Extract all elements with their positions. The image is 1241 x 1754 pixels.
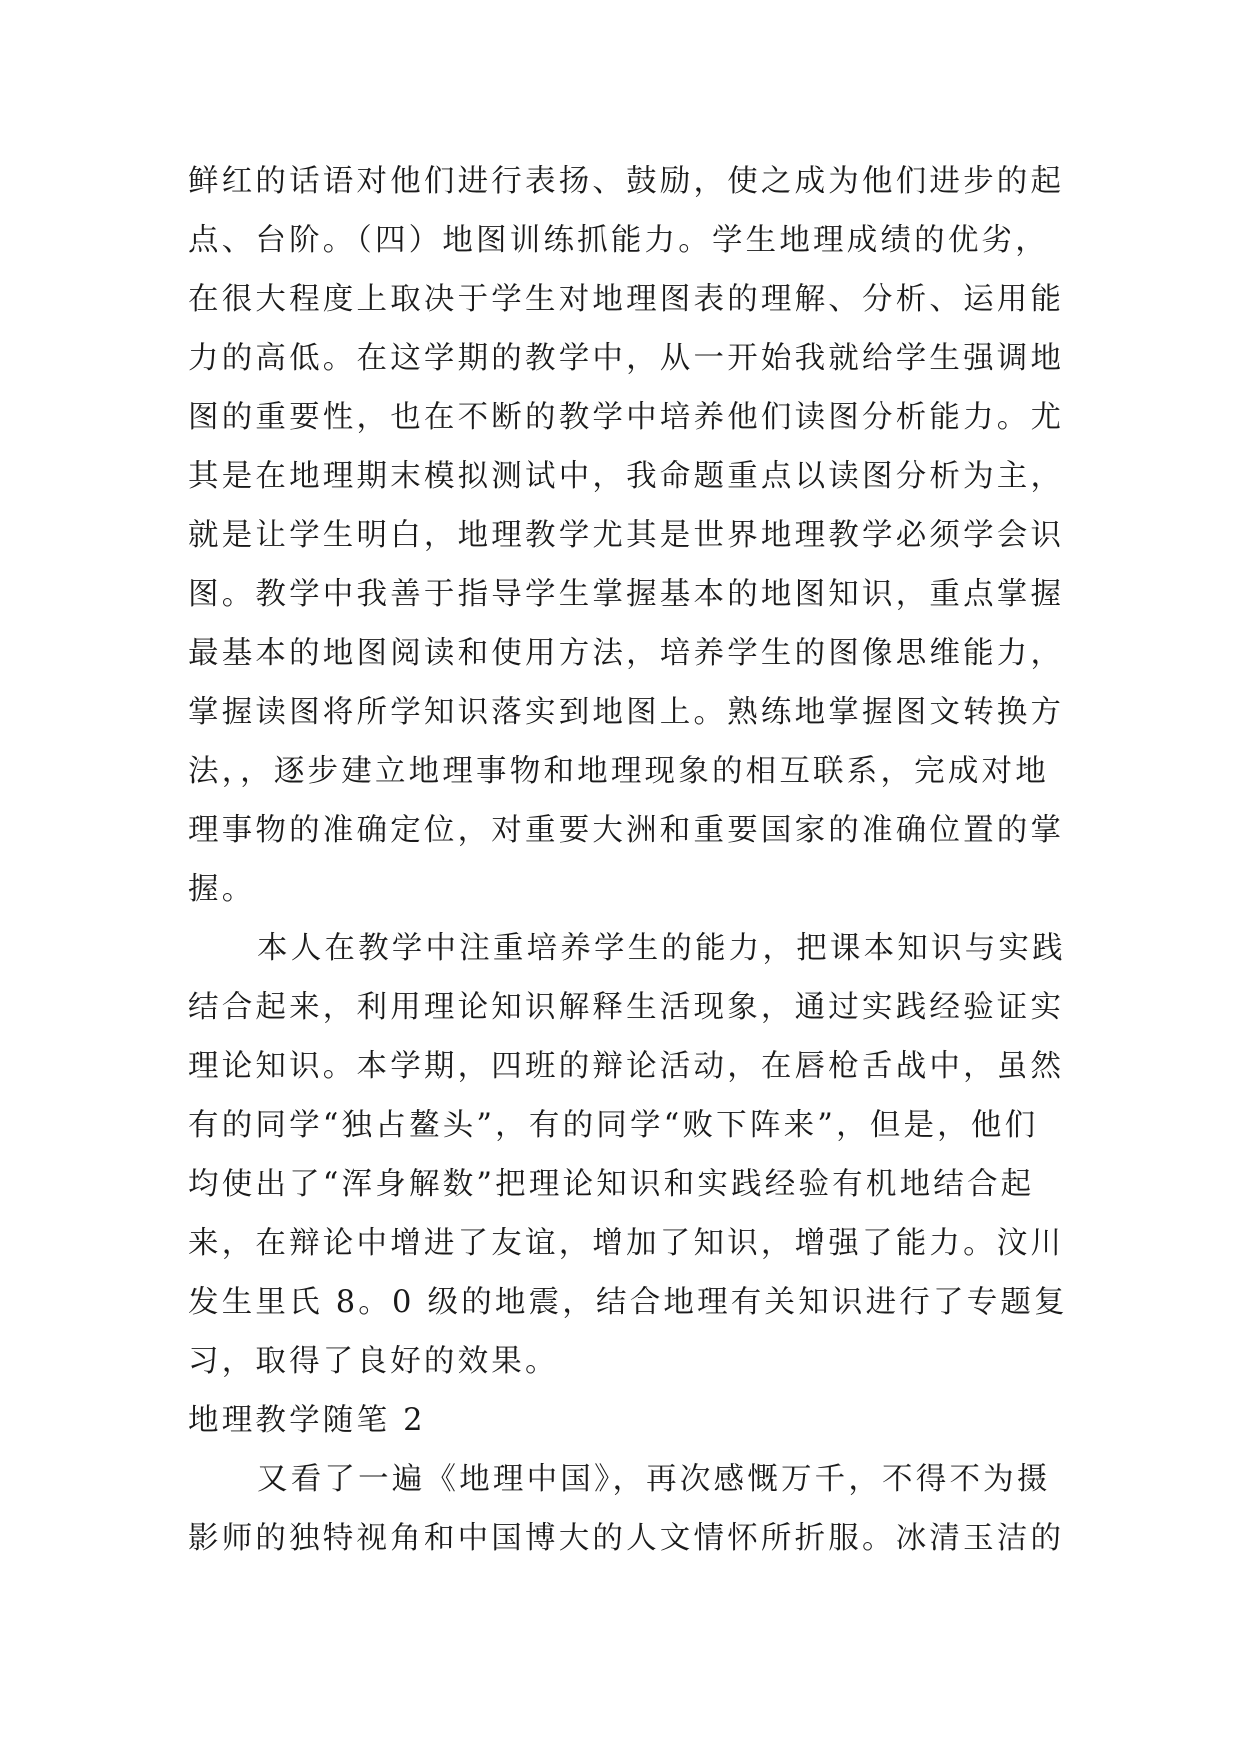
text-line: 理论知识。本学期，四班的辩论活动，在唇枪舌战中，虽然 [188,1049,1065,1084]
section-heading: 地理教学随笔 2 [188,1403,426,1438]
text-line: 均使出了“浑身解数”把理论知识和实践经验有机地结合起 [188,1167,1035,1202]
text-line: 掌握读图将所学知识落实到地图上。熟练地掌握图文转换方 [188,695,1065,730]
text-line: 有的同学“独占鳌头”，有的同学“败下阵来”，但是，他们 [188,1108,1039,1143]
text-line: 来，在辩论中增进了友谊，增加了知识，增强了能力。汶川 [188,1226,1065,1261]
text-line: 鲜红的话语对他们进行表扬、鼓励，使之成为他们进步的起 [188,164,1065,199]
text-line: 力的高低。在这学期的教学中，从一开始我就给学生强调地 [188,341,1065,376]
text-line: 图的重要性，也在不断的教学中培养他们读图分析能力。尤 [188,400,1065,435]
text-line: 最基本的地图阅读和使用方法，培养学生的图像思维能力， [188,636,1065,671]
text-line: 本人在教学中注重培养学生的能力，把课本知识与实践 [257,931,1066,966]
text-line: 法，，逐步建立地理事物和地理现象的相互联系，完成对地 [188,754,1049,789]
text-line: 其是在地理期末模拟测试中，我命题重点以读图分析为主， [188,459,1065,494]
text-line: 又看了一遍《地理中国》，再次感慨万千，不得不为摄 [257,1462,1051,1497]
text-line: 图。教学中我善于指导学生掌握基本的地图知识，重点掌握 [188,577,1065,612]
text-line: 就是让学生明白，地理教学尤其是世界地理教学必须学会识 [188,518,1065,553]
text-line: 发生里氏 8。0 级的地震，结合地理有关知识进行了专题复 [188,1285,1068,1320]
text-line: 握。 [188,872,256,907]
text-line: 结合起来，利用理论知识解释生活现象，通过实践经验证实 [188,990,1065,1025]
paragraph-2 [188,919,1068,1391]
text-line: 点、台阶。（四）地图训练抓能力。学生地理成绩的优劣， [188,223,1049,258]
paragraph-3 [188,1450,1068,1568]
text-line: 在很大程度上取决于学生对地理图表的理解、分析、运用能 [188,282,1065,317]
document-body [188,152,1068,1568]
text-line: 习，取得了良好的效果。 [188,1344,559,1379]
text-line: 影师的独特视角和中国博大的人文情怀所折服。冰清玉洁的 [188,1521,1065,1556]
paragraph-1 [188,152,1068,919]
text-line: 理事物的准确定位，对重要大洲和重要国家的准确位置的掌 [188,813,1065,848]
